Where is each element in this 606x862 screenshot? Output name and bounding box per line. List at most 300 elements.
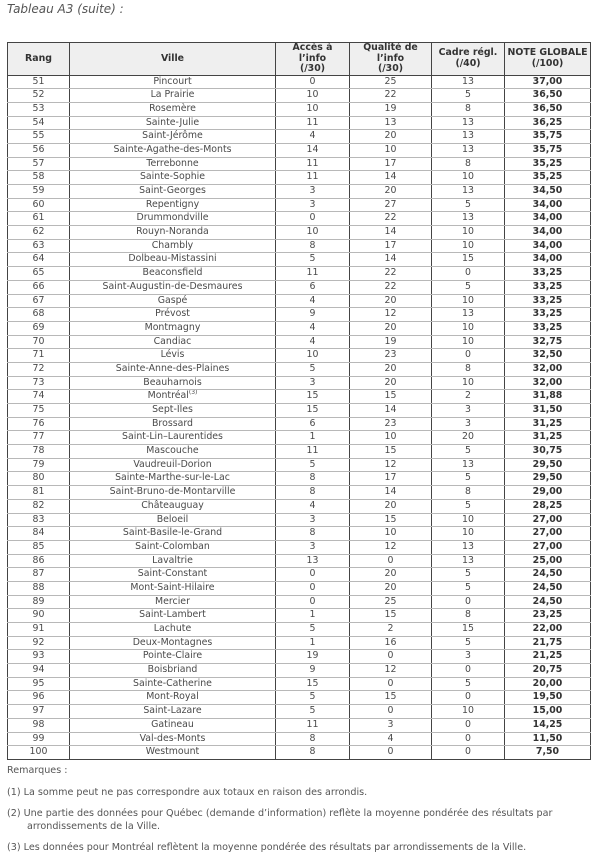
table-row bbox=[8, 102, 591, 116]
cell-note-globale: 35,75 bbox=[505, 143, 591, 157]
cell-rang: 54 bbox=[8, 116, 70, 130]
table-row bbox=[8, 239, 591, 253]
note-item: (2) Une partie des données pour Québec (demande d’information) reflète la moyenne pondérée des résultats par arrondissements de la Ville. bbox=[7, 808, 553, 832]
cell-rang: 89 bbox=[8, 595, 70, 609]
cell-qualite: 12 bbox=[350, 540, 432, 554]
cell-cadre: 10 bbox=[432, 513, 505, 527]
cell-ville: Saint-Augustin-de-Desmaures bbox=[70, 280, 276, 294]
cell-note-globale: 32,75 bbox=[505, 335, 591, 349]
cell-cadre: 13 bbox=[432, 540, 505, 554]
cell-ville: Brossard bbox=[70, 417, 276, 431]
cell-acces: 10 bbox=[276, 226, 350, 240]
cell-note-globale: 15,00 bbox=[505, 705, 591, 719]
cell-qualite: 14 bbox=[350, 486, 432, 500]
cell-cadre: 10 bbox=[432, 294, 505, 308]
cell-acces: 8 bbox=[276, 239, 350, 253]
cell-ville: Saint-Lin–Laurentides bbox=[70, 431, 276, 445]
cell-ville: Sainte-Julie bbox=[70, 116, 276, 130]
cell-acces: 10 bbox=[276, 102, 350, 116]
cell-rang: 81 bbox=[8, 486, 70, 500]
cell-ville: Dolbeau-Mistassini bbox=[70, 253, 276, 267]
cell-ville: Saint-Colomban bbox=[70, 540, 276, 554]
cell-qualite: 17 bbox=[350, 157, 432, 171]
cell-note-globale: 34,00 bbox=[505, 253, 591, 267]
cell-qualite: 10 bbox=[350, 527, 432, 541]
cell-qualite: 20 bbox=[350, 185, 432, 199]
cell-acces: 15 bbox=[276, 677, 350, 691]
cell-cadre: 10 bbox=[432, 321, 505, 335]
cell-ville: Sainte-Anne-des-Plaines bbox=[70, 362, 276, 376]
cell-cadre: 8 bbox=[432, 362, 505, 376]
cell-acces: 11 bbox=[276, 718, 350, 732]
notes-title: Remarques : bbox=[7, 765, 68, 776]
cell-note-globale: 36,50 bbox=[505, 102, 591, 116]
cell-acces: 0 bbox=[276, 212, 350, 226]
cell-acces: 15 bbox=[276, 390, 350, 404]
cell-qualite: 17 bbox=[350, 472, 432, 486]
cell-acces: 11 bbox=[276, 171, 350, 185]
cell-ville: Saint-Constant bbox=[70, 568, 276, 582]
table-row bbox=[8, 691, 591, 705]
cell-cadre: 8 bbox=[432, 609, 505, 623]
cell-acces: 19 bbox=[276, 650, 350, 664]
cell-ville: Vaudreuil-Dorion bbox=[70, 458, 276, 472]
cell-rang: 59 bbox=[8, 185, 70, 199]
cell-ville: Lachute bbox=[70, 623, 276, 637]
cell-qualite: 23 bbox=[350, 417, 432, 431]
cell-acces: 4 bbox=[276, 294, 350, 308]
cell-note-globale: 34,50 bbox=[505, 185, 591, 199]
table-row bbox=[8, 718, 591, 732]
cell-cadre: 3 bbox=[432, 650, 505, 664]
cell-note-globale: 37,00 bbox=[505, 75, 591, 89]
cell-cadre: 10 bbox=[432, 335, 505, 349]
cell-acces: 9 bbox=[276, 664, 350, 678]
cell-note-globale: 32,00 bbox=[505, 376, 591, 390]
cell-acces: 15 bbox=[276, 404, 350, 418]
cell-acces: 1 bbox=[276, 636, 350, 650]
cell-cadre: 5 bbox=[432, 198, 505, 212]
cell-qualite: 0 bbox=[350, 705, 432, 719]
cell-acces: 10 bbox=[276, 349, 350, 363]
cell-qualite: 15 bbox=[350, 390, 432, 404]
cell-note-globale: 24,50 bbox=[505, 581, 591, 595]
cell-ville: Gatineau bbox=[70, 718, 276, 732]
cell-acces: 11 bbox=[276, 157, 350, 171]
cell-rang: 58 bbox=[8, 171, 70, 185]
cell-cadre: 13 bbox=[432, 458, 505, 472]
cell-qualite: 13 bbox=[350, 116, 432, 130]
table-header-row bbox=[8, 43, 591, 76]
header-ville: Ville bbox=[70, 43, 276, 76]
note-item: (3) Les données pour Montréal reflètent la moyenne pondérée des résultats par arrondissements de la Ville. bbox=[7, 842, 527, 853]
cell-note-globale: 20,00 bbox=[505, 677, 591, 691]
cell-rang: 56 bbox=[8, 143, 70, 157]
cell-qualite: 2 bbox=[350, 623, 432, 637]
table-row bbox=[8, 540, 591, 554]
cell-acces: 5 bbox=[276, 691, 350, 705]
cell-ville: Mercier bbox=[70, 595, 276, 609]
cell-ville: Sainte-Sophie bbox=[70, 171, 276, 185]
table-row bbox=[8, 185, 591, 199]
table-row bbox=[8, 568, 591, 582]
cell-note-globale: 27,00 bbox=[505, 527, 591, 541]
cell-note-globale: 33,25 bbox=[505, 267, 591, 281]
cell-acces: 4 bbox=[276, 335, 350, 349]
cell-ville: Val-des-Monts bbox=[70, 732, 276, 746]
table-row bbox=[8, 664, 591, 678]
cell-note-globale: 20,75 bbox=[505, 664, 591, 678]
cell-rang: 80 bbox=[8, 472, 70, 486]
cell-qualite: 22 bbox=[350, 267, 432, 281]
cell-rang: 83 bbox=[8, 513, 70, 527]
cell-acces: 3 bbox=[276, 185, 350, 199]
cell-cadre: 15 bbox=[432, 623, 505, 637]
cell-note-globale: 21,25 bbox=[505, 650, 591, 664]
cell-rang: 73 bbox=[8, 376, 70, 390]
cell-acces: 5 bbox=[276, 362, 350, 376]
cell-qualite: 22 bbox=[350, 212, 432, 226]
table-row bbox=[8, 89, 591, 103]
table-row bbox=[8, 499, 591, 513]
table-caption: Tableau A3 (suite) : bbox=[7, 2, 124, 16]
cell-qualite: 4 bbox=[350, 732, 432, 746]
cell-acces: 6 bbox=[276, 280, 350, 294]
cell-qualite: 20 bbox=[350, 321, 432, 335]
table-row bbox=[8, 486, 591, 500]
cell-ville: Beloeil bbox=[70, 513, 276, 527]
table-row bbox=[8, 362, 591, 376]
cell-cadre: 13 bbox=[432, 185, 505, 199]
cell-qualite: 15 bbox=[350, 691, 432, 705]
cell-acces: 5 bbox=[276, 253, 350, 267]
cell-note-globale: 34,00 bbox=[505, 198, 591, 212]
cell-ville: Deux-Montagnes bbox=[70, 636, 276, 650]
cell-acces: 3 bbox=[276, 198, 350, 212]
cell-ville: Beaconsfield bbox=[70, 267, 276, 281]
table-row bbox=[8, 609, 591, 623]
cell-note-globale: 23,25 bbox=[505, 609, 591, 623]
cell-rang: 75 bbox=[8, 404, 70, 418]
cell-ville: Saint-Jérôme bbox=[70, 130, 276, 144]
cell-note-globale: 36,25 bbox=[505, 116, 591, 130]
cell-cadre: 20 bbox=[432, 431, 505, 445]
table-row bbox=[8, 253, 591, 267]
header-acces: Accès à l’info (/30) bbox=[276, 43, 350, 76]
cell-ville: Montmagny bbox=[70, 321, 276, 335]
table-row bbox=[8, 116, 591, 130]
cell-rang: 87 bbox=[8, 568, 70, 582]
cell-rang: 64 bbox=[8, 253, 70, 267]
cell-ville: Saint-Lazare bbox=[70, 705, 276, 719]
cell-acces: 4 bbox=[276, 321, 350, 335]
cell-note-globale: 32,00 bbox=[505, 362, 591, 376]
cell-note-globale: 22,00 bbox=[505, 623, 591, 637]
cell-qualite: 27 bbox=[350, 198, 432, 212]
cell-qualite: 14 bbox=[350, 404, 432, 418]
cell-ville: Saint-Bruno-de-Montarville bbox=[70, 486, 276, 500]
cell-cadre: 10 bbox=[432, 239, 505, 253]
cell-note-globale: 36,50 bbox=[505, 89, 591, 103]
cell-acces: 4 bbox=[276, 130, 350, 144]
cell-qualite: 10 bbox=[350, 143, 432, 157]
cell-rang: 57 bbox=[8, 157, 70, 171]
table-row bbox=[8, 212, 591, 226]
cell-rang: 71 bbox=[8, 349, 70, 363]
cell-qualite: 12 bbox=[350, 308, 432, 322]
cell-ville: Saint-Georges bbox=[70, 185, 276, 199]
header-note-globale: NOTE GLOBALE (/100) bbox=[505, 43, 591, 76]
cell-ville: Saint-Lambert bbox=[70, 609, 276, 623]
cell-rang: 63 bbox=[8, 239, 70, 253]
cell-cadre: 5 bbox=[432, 677, 505, 691]
cell-rang: 70 bbox=[8, 335, 70, 349]
cell-qualite: 12 bbox=[350, 458, 432, 472]
table-row bbox=[8, 376, 591, 390]
cell-note-globale: 35,75 bbox=[505, 130, 591, 144]
cell-cadre: 5 bbox=[432, 89, 505, 103]
cell-note-globale: 31,50 bbox=[505, 404, 591, 418]
cell-cadre: 5 bbox=[432, 445, 505, 459]
cell-ville: Saint-Basile-le-Grand bbox=[70, 527, 276, 541]
notes-section bbox=[7, 764, 597, 862]
table-row bbox=[8, 513, 591, 527]
cell-rang: 55 bbox=[8, 130, 70, 144]
cell-cadre: 5 bbox=[432, 280, 505, 294]
cell-rang: 79 bbox=[8, 458, 70, 472]
table-row bbox=[8, 157, 591, 171]
cell-qualite: 3 bbox=[350, 718, 432, 732]
cell-qualite: 20 bbox=[350, 581, 432, 595]
cell-rang: 97 bbox=[8, 705, 70, 719]
footnote-marker: (3) bbox=[188, 389, 198, 397]
cell-rang: 82 bbox=[8, 499, 70, 513]
cell-ville: Châteauguay bbox=[70, 499, 276, 513]
cell-rang: 90 bbox=[8, 609, 70, 623]
table-row bbox=[8, 267, 591, 281]
cell-acces: 5 bbox=[276, 458, 350, 472]
cell-acces: 8 bbox=[276, 472, 350, 486]
cell-ville: Mascouche bbox=[70, 445, 276, 459]
table-row bbox=[8, 732, 591, 746]
ranking-table bbox=[7, 42, 591, 760]
cell-qualite: 20 bbox=[350, 130, 432, 144]
cell-acces: 8 bbox=[276, 732, 350, 746]
table-row bbox=[8, 308, 591, 322]
cell-qualite: 25 bbox=[350, 595, 432, 609]
cell-acces: 3 bbox=[276, 376, 350, 390]
table-row bbox=[8, 349, 591, 363]
cell-ville: Sainte-Catherine bbox=[70, 677, 276, 691]
cell-rang: 61 bbox=[8, 212, 70, 226]
cell-acces: 5 bbox=[276, 705, 350, 719]
table-row bbox=[8, 431, 591, 445]
table-row bbox=[8, 280, 591, 294]
cell-ville: Mont-Saint-Hilaire bbox=[70, 581, 276, 595]
cell-cadre: 5 bbox=[432, 581, 505, 595]
cell-qualite: 14 bbox=[350, 171, 432, 185]
cell-rang: 51 bbox=[8, 75, 70, 89]
table-row bbox=[8, 554, 591, 568]
cell-rang: 96 bbox=[8, 691, 70, 705]
cell-ville: Sainte-Marthe-sur-le-Lac bbox=[70, 472, 276, 486]
table-row bbox=[8, 417, 591, 431]
cell-qualite: 20 bbox=[350, 376, 432, 390]
table-row bbox=[8, 404, 591, 418]
cell-ville: Gaspé bbox=[70, 294, 276, 308]
cell-cadre: 5 bbox=[432, 568, 505, 582]
header-rang: Rang bbox=[8, 43, 70, 76]
cell-ville: Lévis bbox=[70, 349, 276, 363]
table-row bbox=[8, 650, 591, 664]
cell-rang: 72 bbox=[8, 362, 70, 376]
notes-list bbox=[7, 786, 597, 854]
table-row bbox=[8, 294, 591, 308]
cell-cadre: 10 bbox=[432, 171, 505, 185]
header-qualite: Qualité de l’info (/30) bbox=[350, 43, 432, 76]
cell-qualite: 0 bbox=[350, 677, 432, 691]
cell-ville: Mont-Royal bbox=[70, 691, 276, 705]
cell-note-globale: 29,00 bbox=[505, 486, 591, 500]
cell-cadre: 3 bbox=[432, 417, 505, 431]
cell-cadre: 0 bbox=[432, 267, 505, 281]
cell-rang: 74 bbox=[8, 390, 70, 404]
cell-note-globale: 29,50 bbox=[505, 472, 591, 486]
cell-qualite: 12 bbox=[350, 664, 432, 678]
cell-rang: 99 bbox=[8, 732, 70, 746]
cell-note-globale: 33,25 bbox=[505, 294, 591, 308]
cell-acces: 10 bbox=[276, 89, 350, 103]
cell-note-globale: 31,25 bbox=[505, 431, 591, 445]
cell-cadre: 10 bbox=[432, 527, 505, 541]
cell-qualite: 0 bbox=[350, 746, 432, 760]
cell-rang: 69 bbox=[8, 321, 70, 335]
cell-ville: Drummondville bbox=[70, 212, 276, 226]
table-row bbox=[8, 527, 591, 541]
cell-acces: 5 bbox=[276, 623, 350, 637]
cell-qualite: 20 bbox=[350, 568, 432, 582]
cell-ville: Rosemère bbox=[70, 102, 276, 116]
cell-acces: 0 bbox=[276, 75, 350, 89]
cell-note-globale: 24,50 bbox=[505, 568, 591, 582]
cell-cadre: 13 bbox=[432, 212, 505, 226]
cell-acces: 3 bbox=[276, 513, 350, 527]
cell-qualite: 15 bbox=[350, 445, 432, 459]
table-row bbox=[8, 445, 591, 459]
cell-qualite: 22 bbox=[350, 89, 432, 103]
cell-cadre: 13 bbox=[432, 130, 505, 144]
cell-ville: Pointe-Claire bbox=[70, 650, 276, 664]
cell-cadre: 0 bbox=[432, 691, 505, 705]
cell-ville: Terrebonne bbox=[70, 157, 276, 171]
cell-qualite: 15 bbox=[350, 609, 432, 623]
cell-qualite: 10 bbox=[350, 431, 432, 445]
cell-note-globale: 14,25 bbox=[505, 718, 591, 732]
cell-rang: 62 bbox=[8, 226, 70, 240]
cell-rang: 66 bbox=[8, 280, 70, 294]
cell-acces: 0 bbox=[276, 568, 350, 582]
table-row bbox=[8, 705, 591, 719]
cell-rang: 67 bbox=[8, 294, 70, 308]
cell-qualite: 20 bbox=[350, 294, 432, 308]
cell-rang: 94 bbox=[8, 664, 70, 678]
cell-rang: 84 bbox=[8, 527, 70, 541]
cell-qualite: 14 bbox=[350, 226, 432, 240]
cell-rang: 88 bbox=[8, 581, 70, 595]
cell-ville: Lavaltrie bbox=[70, 554, 276, 568]
cell-note-globale: 31,25 bbox=[505, 417, 591, 431]
cell-note-globale: 25,00 bbox=[505, 554, 591, 568]
table-row bbox=[8, 130, 591, 144]
cell-ville: Beauharnois bbox=[70, 376, 276, 390]
cell-rang: 65 bbox=[8, 267, 70, 281]
cell-cadre: 10 bbox=[432, 705, 505, 719]
table-row bbox=[8, 458, 591, 472]
cell-cadre: 0 bbox=[432, 746, 505, 760]
cell-note-globale: 7,50 bbox=[505, 746, 591, 760]
cell-note-globale: 24,50 bbox=[505, 595, 591, 609]
cell-acces: 6 bbox=[276, 417, 350, 431]
cell-qualite: 20 bbox=[350, 499, 432, 513]
cell-cadre: 0 bbox=[432, 664, 505, 678]
cell-acces: 11 bbox=[276, 445, 350, 459]
table-row bbox=[8, 226, 591, 240]
cell-acces: 8 bbox=[276, 527, 350, 541]
cell-rang: 93 bbox=[8, 650, 70, 664]
cell-qualite: 22 bbox=[350, 280, 432, 294]
cell-qualite: 19 bbox=[350, 102, 432, 116]
cell-cadre: 0 bbox=[432, 349, 505, 363]
cell-cadre: 13 bbox=[432, 554, 505, 568]
cell-rang: 98 bbox=[8, 718, 70, 732]
cell-acces: 8 bbox=[276, 746, 350, 760]
cell-note-globale: 35,25 bbox=[505, 171, 591, 185]
table-row bbox=[8, 75, 591, 89]
cell-rang: 60 bbox=[8, 198, 70, 212]
cell-qualite: 19 bbox=[350, 335, 432, 349]
cell-cadre: 8 bbox=[432, 157, 505, 171]
cell-ville: Sainte-Agathe-des-Monts bbox=[70, 143, 276, 157]
cell-cadre: 10 bbox=[432, 376, 505, 390]
cell-qualite: 0 bbox=[350, 650, 432, 664]
table-row bbox=[8, 581, 591, 595]
cell-cadre: 0 bbox=[432, 718, 505, 732]
table-row bbox=[8, 746, 591, 760]
cell-qualite: 17 bbox=[350, 239, 432, 253]
table-row bbox=[8, 636, 591, 650]
cell-ville: Boisbriand bbox=[70, 664, 276, 678]
cell-qualite: 23 bbox=[350, 349, 432, 363]
cell-note-globale: 35,25 bbox=[505, 157, 591, 171]
cell-note-globale: 31,88 bbox=[505, 390, 591, 404]
cell-cadre: 15 bbox=[432, 253, 505, 267]
cell-rang: 68 bbox=[8, 308, 70, 322]
note-item: (1) La somme peut ne pas correspondre aux totaux en raison des arrondis. bbox=[7, 787, 368, 798]
cell-cadre: 0 bbox=[432, 732, 505, 746]
cell-qualite: 14 bbox=[350, 253, 432, 267]
cell-ville: Chambly bbox=[70, 239, 276, 253]
cell-note-globale: 21,75 bbox=[505, 636, 591, 650]
table-body bbox=[8, 75, 591, 759]
cell-rang: 100 bbox=[8, 746, 70, 760]
cell-rang: 85 bbox=[8, 540, 70, 554]
cell-cadre: 13 bbox=[432, 116, 505, 130]
cell-cadre: 5 bbox=[432, 636, 505, 650]
header-cadre: Cadre régl. (/40) bbox=[432, 43, 505, 76]
cell-acces: 0 bbox=[276, 595, 350, 609]
cell-acces: 9 bbox=[276, 308, 350, 322]
table-row bbox=[8, 198, 591, 212]
